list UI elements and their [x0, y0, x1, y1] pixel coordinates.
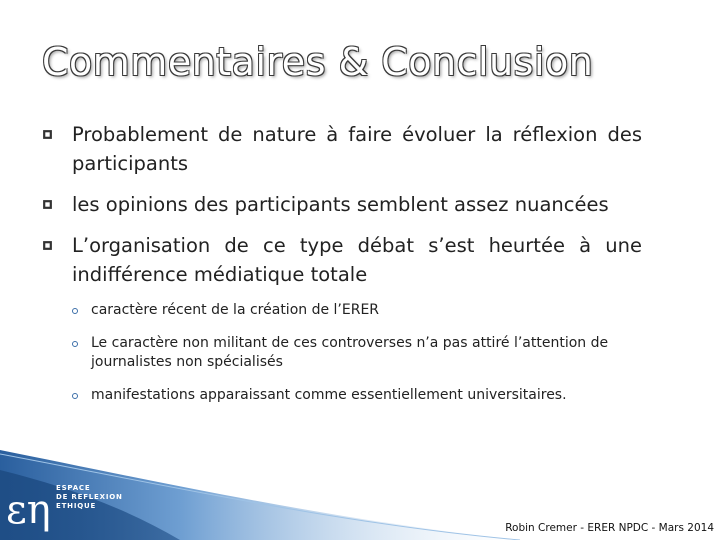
- logo-text: [56, 484, 123, 511]
- logo-line: ESPACE: [56, 484, 91, 492]
- bullet-text: les opinions des participants semblent assez nuancées: [72, 193, 609, 216]
- bullet-icon: [42, 199, 53, 210]
- footer-credit: Robin Cremer - ERER NPDC - Mars 2014: [505, 522, 714, 534]
- sub-bullet-list: [42, 301, 642, 405]
- ring-bullet-icon: [72, 341, 78, 347]
- bullet-item: [42, 231, 642, 289]
- sub-bullet-text: manifestations apparaissant comme essentiellement universitaires.: [91, 387, 567, 403]
- slide-title: Commentaires & Conclusion: [42, 40, 594, 84]
- logo-glyph: εη: [6, 487, 51, 533]
- bullet-text: Probablement de nature à faire évoluer la réflexion des participants: [72, 123, 642, 175]
- ring-bullet-icon: [72, 308, 78, 314]
- sub-bullet-item: [72, 301, 642, 320]
- sub-bullet-text: Le caractère non militant de ces controverses n’a pas attiré l’attention de journalistes non spécialisés: [91, 335, 609, 370]
- logo-line: ETHIQUE: [56, 502, 97, 510]
- bullet-list: [42, 120, 642, 419]
- erer-logo: [0, 478, 150, 540]
- bullet-text: L’organisation de ce type débat s’est heurtée à une indifférence médiatique totale: [72, 234, 642, 286]
- ring-bullet-icon: [72, 393, 78, 399]
- logo-line: DE REFLEXION: [56, 493, 123, 501]
- bullet-icon: [42, 240, 53, 251]
- sub-bullet-text: caractère récent de la création de l’ERER: [91, 302, 380, 318]
- bullet-item: [42, 190, 642, 219]
- sub-bullet-item: [72, 334, 642, 372]
- bullet-item: [42, 120, 642, 178]
- sub-bullet-item: [72, 386, 642, 405]
- bullet-icon: [42, 129, 53, 140]
